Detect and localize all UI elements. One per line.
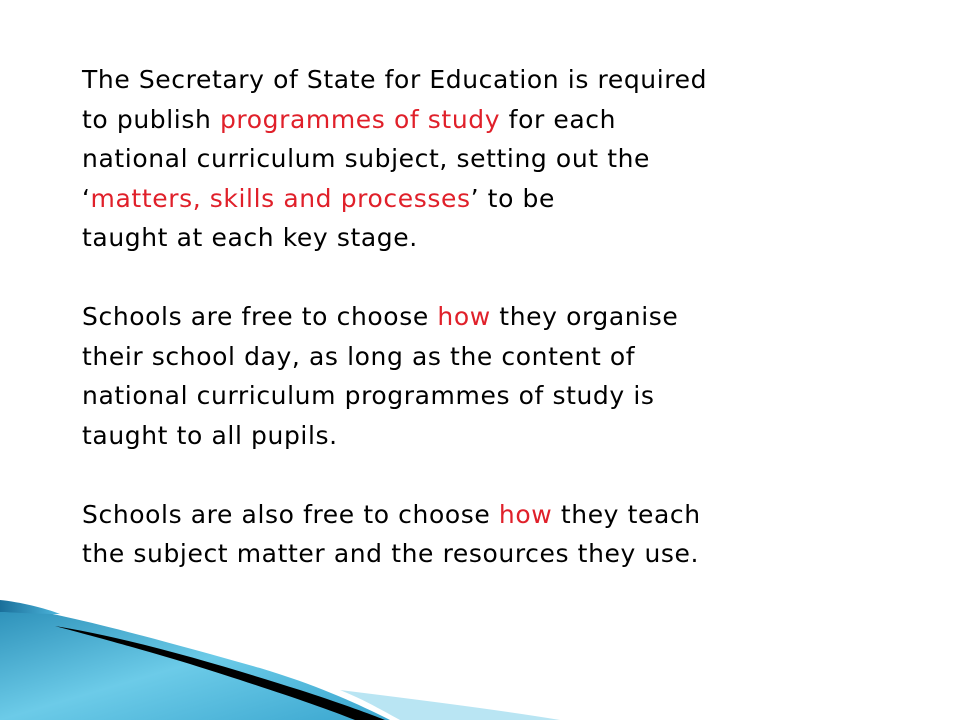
- highlighted-text: programmes of study: [219, 104, 501, 134]
- text-line: [82, 60, 842, 100]
- paragraph: [82, 60, 842, 258]
- text-line: [82, 179, 842, 219]
- text-segment: for each: [500, 104, 617, 134]
- text-line: [82, 218, 842, 258]
- text-segment: The Secretary of State for Education is required: [82, 65, 708, 94]
- paragraph: [82, 297, 842, 455]
- text-line: [82, 100, 842, 140]
- text-line: [82, 416, 842, 456]
- text-segment: their school day, as long as the content of: [82, 341, 636, 371]
- text-segment: Schools are also free to choose: [82, 499, 499, 529]
- highlighted-text: how: [437, 302, 491, 331]
- slide-body-text: [82, 60, 842, 574]
- text-segment: the subject matter and the resources they use.: [82, 539, 700, 568]
- text-segment: to publish: [82, 104, 220, 134]
- text-segment: national curriculum programmes of study is: [82, 381, 655, 410]
- text-line: [82, 376, 842, 416]
- text-segment: they organise: [490, 302, 679, 331]
- text-segment: taught at each key stage.: [82, 223, 418, 252]
- text-line: [82, 337, 842, 377]
- text-segment: they teach: [552, 499, 701, 529]
- text-line: [82, 495, 842, 535]
- text-segment: ‘: [82, 183, 91, 213]
- text-segment: ’ to be: [470, 183, 555, 213]
- paragraph: [82, 495, 842, 574]
- text-segment: national curriculum subject, setting out the: [82, 144, 651, 173]
- text-line: [82, 139, 842, 179]
- text-line: [82, 297, 842, 337]
- highlighted-text: how: [498, 499, 553, 529]
- dark-blue-edge-shape: [0, 600, 60, 614]
- text-segment: taught to all pupils.: [82, 420, 338, 450]
- text-segment: Schools are free to choose: [82, 302, 438, 331]
- highlighted-text: matters, skills and processes: [90, 183, 471, 213]
- text-line: [82, 534, 842, 574]
